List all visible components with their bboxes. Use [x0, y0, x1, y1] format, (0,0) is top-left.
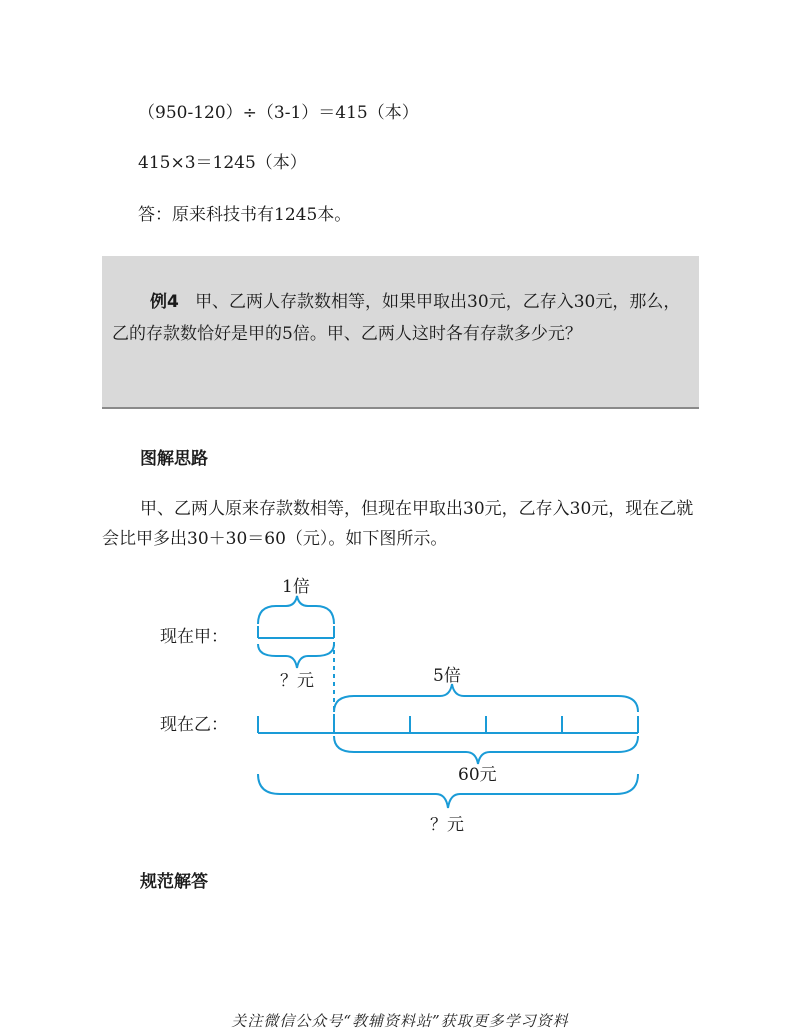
diagram-lines [258, 596, 638, 808]
label-one-times: 1倍 [282, 577, 310, 597]
answer-line: 答：原来科技书有1245本。 [138, 205, 352, 225]
brace-bottom-jia [258, 644, 334, 668]
calc-line-1: （950-120）÷（3-1）＝415（本） [138, 103, 419, 123]
label-jia: 现在甲： [160, 627, 228, 647]
label-five-times: 5倍 [433, 666, 461, 686]
brace-60 [334, 736, 638, 764]
calc-line-2: 415×3＝1245（本） [138, 153, 307, 173]
solution-paragraph: 甲、乙两人原来存款数相等，但现在甲取出30元，乙存入30元，现在乙就会比甲多出30＋30＝60（元）。如下图所示。 [102, 499, 694, 549]
footer-watermark: 关注微信公众号“教辅资料站”获取更多学习资料 [231, 1012, 569, 1030]
label-yi: 现在乙： [160, 715, 228, 735]
brace-top-1x [258, 596, 334, 624]
brace-top-5x [334, 684, 638, 712]
section-title-diagram: 图解思路 [140, 449, 208, 469]
label-sixty-yuan: 60元 [458, 765, 497, 785]
brace-total [258, 774, 638, 808]
section-title-answer: 规范解答 [140, 872, 208, 892]
example-text: 甲、乙两人存款数相等，如果甲取出30元，乙存入30元，那么，乙的存款数恰好是甲的5倍。甲、乙两人这时各有存款多少元？ [112, 292, 681, 344]
label-q-yuan-bottom: ？元 [430, 815, 464, 835]
label-q-yuan-top: ？元 [280, 671, 314, 691]
example-label: 例4 [150, 292, 179, 312]
